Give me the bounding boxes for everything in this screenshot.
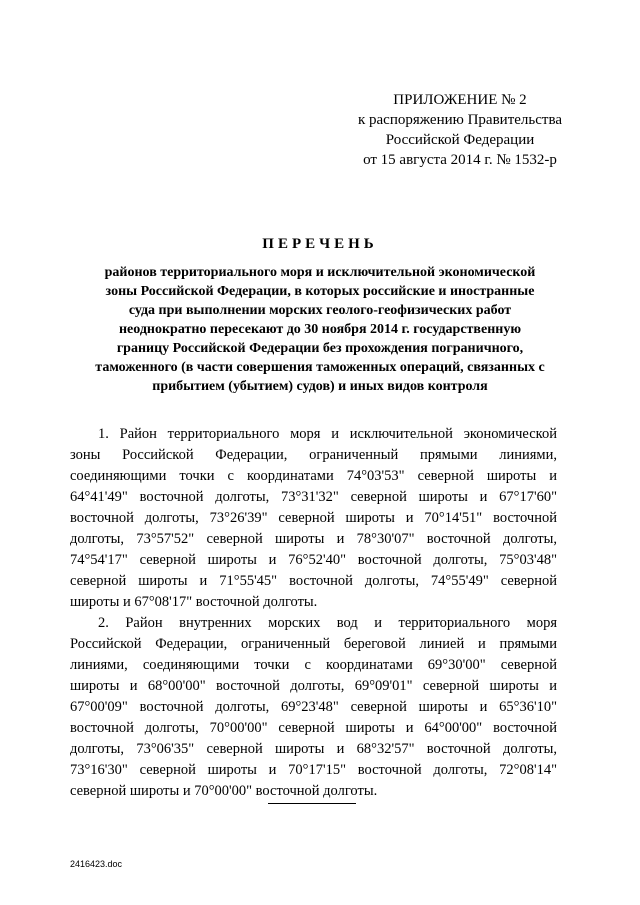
paragraph-line: долготы, 73°57'52" северной широты и 78°30'07" восточной долготы, (70, 531, 557, 547)
paragraph-line: 74°54'17" северной широты и 76°52'40" восточной долготы, 75°03'48" (70, 552, 557, 568)
subtitle-line: зоны Российской Федерации, в которых российские и иностранные (105, 284, 535, 299)
document-subtitle (80, 263, 560, 396)
appendix-header (330, 90, 590, 170)
paragraph-1 (70, 424, 557, 613)
paragraph-line: северной широты и 71°55'45" восточной долготы, 74°55'49" северной (70, 573, 557, 589)
subtitle-line: районов территориального моря и исключительной экономической (104, 265, 536, 280)
subtitle-line: неоднократно пересекают до 30 ноября 2014 г. государственную (118, 322, 522, 337)
appendix-authority: Российской Федерации (385, 132, 535, 148)
paragraph-line: 2. Район внутренних морских вод и территориального моря (98, 615, 557, 631)
paragraph-line: соединяющими точки с координатами 74°03'53" северной широты и (70, 468, 557, 484)
appendix-number: ПРИЛОЖЕНИЕ № 2 (393, 92, 527, 108)
appendix-date-number: от 15 августа 2014 г. № 1532-р (363, 152, 557, 168)
paragraph-line: долготы, 73°06'35" северной широты и 68°32'57" восточной долготы, (70, 741, 557, 757)
file-name-footer: 2416423.doc (70, 859, 123, 869)
paragraph-line: Российской Федерации, ограниченный береговой линией и прямыми (70, 636, 557, 652)
subtitle-line: таможенного (в части совершения таможенных операций, связанных с (95, 360, 545, 375)
paragraph-line: широты и 68°00'00" восточной долготы, 69°09'01" северной широты и (70, 678, 557, 694)
appendix-reference: к распоряжению Правительства (357, 112, 562, 128)
subtitle-line: прибытием (убытием) судов) и иных видов контроля (152, 379, 488, 394)
paragraph-line: широты и 67°08'17" восточной долготы. (70, 594, 318, 610)
document-body (70, 424, 557, 802)
document-title: ПЕРЕЧЕНЬ (262, 236, 378, 252)
paragraph-line: 73°16'30" северной широты и 70°17'15" восточной долготы, 72°08'14" (70, 762, 557, 778)
paragraph-line: 64°41'49" восточной долготы, 73°31'32" северной широты и 67°17'60" (70, 489, 557, 505)
paragraph-2 (70, 613, 557, 802)
paragraph-line: 1. Район территориального моря и исключительной экономической (98, 426, 557, 442)
paragraph-line: восточной долготы, 70°00'00" северной широты и 64°00'00" восточной (70, 720, 557, 736)
subtitle-line: границу Российской Федерации без прохождения пограничного, (116, 341, 524, 356)
paragraph-line: 67°00'09" восточной долготы, 69°23'48" северной широты и 65°36'10" (70, 699, 557, 715)
paragraph-line: линиями, соединяющими точки с координатами 69°30'00" северной (70, 657, 557, 673)
paragraph-line: зоны Российской Федерации, ограниченный прямыми линиями, (70, 447, 557, 463)
subtitle-line: суда при выполнении морских геолого-геофизических работ (128, 303, 512, 318)
paragraph-line: северной широты и 70°00'00" восточной долготы. (70, 783, 378, 799)
paragraph-line: восточной долготы, 73°26'39" северной широты и 70°14'51" восточной (70, 510, 557, 526)
closing-divider (268, 803, 356, 804)
